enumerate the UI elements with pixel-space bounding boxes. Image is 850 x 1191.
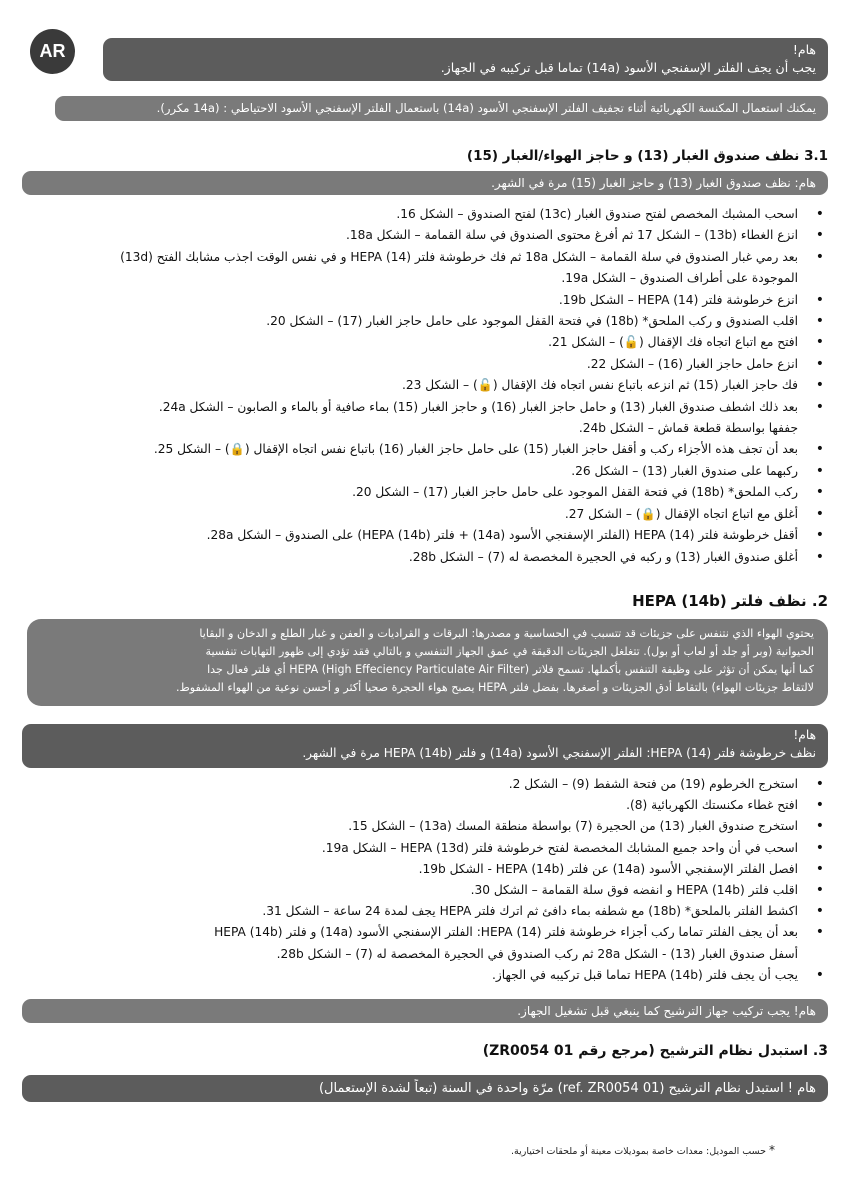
step-item	[22, 859, 828, 880]
step-item	[22, 439, 828, 460]
step-text: اقلب الصندوق و ركب الملحق* (18b) في فتحة القفل الموجود على حامل حاجز الغبار (17) – الشكل 20.	[266, 314, 798, 329]
step-item	[22, 354, 828, 375]
section-31-steps	[22, 204, 828, 568]
step-item	[22, 795, 828, 816]
step-text: انزع خرطوشة فلتر HEPA (14) – الشكل 19b.	[558, 292, 798, 307]
section-31-important-text: هام: نظف صندوق الغبار (13) و حاجز الغبار (15) مرة في الشهر.	[491, 176, 816, 190]
section-3-heading: 3. استبدل نظام الترشيح (مرجع رقم ZR0054 01)	[482, 1043, 828, 1059]
section-3-important	[22, 1075, 828, 1102]
step-text: ركب الملحق* (18b) في فتحة القفل الموجود على حامل حاجز الغبار (17) – الشكل 20.	[352, 485, 798, 500]
step-item	[22, 922, 828, 964]
step-text: فك حاجز الغبار (15) ثم انزعه باتباع نفس اتجاه فك الإقفال (🔓) – الشكل 23.	[401, 378, 798, 393]
important-title: هام!	[792, 42, 816, 57]
step-text: اسحب المشبك المخصص لفتح صندوق الغبار (13c) لفتح الصندوق – الشكل 16.	[396, 207, 798, 221]
step-text: انزع الغطاء (13b) – الشكل 17 ثم أفرغ محتوى الصندوق في سلة القمامة – الشكل 18a.	[345, 228, 798, 243]
section-2-steps	[22, 774, 828, 986]
step-item	[22, 774, 828, 795]
paragraph-line: لالتقاط جزيئات الهواء) بالتقاط أدق الجزيئات و أصغرها. بفضل فلتر HEPA يصبح هواء الحجرة صحيا أكثر و أحسن نوعية من الهواء المشفوط.	[175, 681, 814, 694]
spare-filter-text: يمكنك استعمال المكنسة الكهربائية أثناء تجفيف الفلتر الإسفنجي الأسود (14a) باستعمال الفلتر الإسفنجي الأسود الاحتياطي : (14a مكرر).	[156, 101, 816, 115]
step-text: استخرج الخرطوم (19) من فتحة الشفط (9) – الشكل 2.	[508, 777, 798, 791]
step-item	[22, 375, 828, 396]
spare-filter-note	[55, 96, 828, 121]
step-item	[22, 397, 828, 440]
step-text: اسحب في أن واحد جميع المشابك المخصصة لفتح خرطوشة فلتر HEPA (13d) – الشكل 19a.	[321, 840, 798, 855]
step-text: انزع حامل حاجز الغبار (16) – الشكل 22.	[586, 356, 798, 371]
step-text-continued: جففها بواسطة قطعة قماش – الشكل 24b.	[578, 421, 798, 436]
step-item	[22, 547, 828, 568]
step-item	[22, 290, 828, 311]
step-item	[22, 247, 828, 290]
section-2-important	[22, 724, 828, 768]
step-item	[22, 482, 828, 503]
step-item	[22, 461, 828, 482]
filter-install-note-text: هام! يجب تركيب جهاز الترشيح كما ينبغي قبل تشغيل الجهاز.	[517, 1004, 816, 1018]
step-text: افتح غطاء مكنستك الكهربائية (8).	[626, 798, 798, 813]
step-text: اكشط الفلتر بالملحق* (18b) مع شطفه بماء دافئ ثم اترك فلتر HEPA يجف لمدة 24 ساعة – الشكل 31.	[262, 904, 798, 919]
paragraph-line: كما أنها يمكن أن تؤثر على وظيفة التنفس بأكملها. تسمح فلاتر HEPA (High Effeciency Particulate Air Filter) أي فلتر فعال جدا	[207, 663, 814, 676]
step-item	[22, 901, 828, 922]
section-2-important-text: نظف خرطوشة فلتر HEPA (14): الفلتر الإسفنجي الأسود (14a) و فلتر HEPA (14b) مرة في الشهر.	[302, 746, 816, 760]
section-31-important	[22, 171, 828, 195]
step-text: افصل الفلتر الإسفنجي الأسود (14a) عن فلتر HEPA (14b) - الشكل 19b.	[418, 861, 798, 876]
step-text: بعد رمي غبار الصندوق في سلة القمامة – الشكل 18a ثم فك خرطوشة فلتر HEPA (14) و في نفس الوقت اجذب مشابك الفتح (13d)	[120, 249, 798, 264]
step-text: افتح مع اتباع اتجاه فك الإقفال (🔓) – الشكل 21.	[548, 335, 798, 350]
step-text-continued: الموجودة على أطراف الصندوق – الشكل 19a.	[561, 271, 798, 286]
step-item	[22, 204, 828, 225]
hepa-info-paragraph	[27, 619, 828, 706]
section-2-important-title: هام!	[793, 728, 816, 742]
step-item	[22, 525, 828, 546]
step-text: اقلب فلتر HEPA (14b) و انفضه فوق سلة القمامة – الشكل 30.	[470, 883, 798, 898]
language-badge: AR	[30, 29, 75, 74]
important-text: يجب أن يجف الفلتر الإسفنجي الأسود (14a) تماما قبل تركيبه في الجهاز.	[440, 60, 816, 75]
footnote-text: حسب الموديل: معدات خاصة بموديلات معينة أو ملحقات اختيارية.	[511, 1146, 766, 1157]
step-item	[22, 965, 828, 986]
step-text: ركبهما على صندوق الغبار (13) – الشكل 26.	[571, 463, 798, 478]
model-footnote	[511, 1143, 775, 1157]
step-text: بعد أن تجف هذه الأجزاء ركب و أقفل حاجز الغبار (15) على حامل حاجز الغبار (16) باتباع نفس اتجاه الإقفال (🔒) – الشكل 25.	[153, 442, 798, 457]
step-item	[22, 838, 828, 859]
step-item	[22, 880, 828, 901]
filter-install-note	[22, 999, 828, 1023]
step-text: بعد ذلك اشطف صندوق الغبار (13) و حامل حاجز الغبار (16) و حاجز الغبار (15) بماء صافية أو بالماء و الصابون – الشكل 24a.	[158, 399, 798, 414]
step-text: أغلق صندوق الغبار (13) و ركبه في الحجيرة المخصصة له (7) – الشكل 28b.	[408, 549, 798, 564]
step-text-continued: أسفل صندوق الغبار (13) - الشكل 28a ثم ركب الصندوق في الحجيرة المخصصة له (7) – الشكل 28b.	[276, 946, 798, 961]
step-text: بعد أن يجف الفلتر تماما ركب أجزاء خرطوشة فلتر HEPA (14): الفلتر الإسفنجي الأسود (14a) و فلتر HEPA (14b)	[214, 925, 798, 940]
step-text: أقفل خرطوشة فلتر HEPA (14) (الفلتر الإسفنجي الأسود (14a) + فلتر HEPA (14b)) على الصندوق – الشكل 28a.	[206, 528, 798, 543]
step-text: استخرج صندوق الغبار (13) من الحجيرة (7) بواسطة منطقة المسك (13a) – الشكل 15.	[348, 819, 798, 834]
step-item	[22, 816, 828, 837]
footnote-marker: *	[769, 1143, 775, 1157]
important-dry-notice	[103, 38, 828, 81]
paragraph-line: يحتوي الهواء الذي نتنفس على جزيئات قد تتسبب في الحساسية و مصدرها: البرقات و القراديات و العفن و غبار الطلع و الدخان و البقايا	[199, 627, 814, 640]
step-item	[22, 504, 828, 525]
section-2-heading: 2. نظف فلتر HEPA (14b)	[632, 592, 828, 610]
step-item	[22, 225, 828, 246]
step-text: أغلق مع اتباع اتجاه الإقفال (🔒) – الشكل 27.	[564, 506, 798, 521]
paragraph-line: الحيوانية (وبر أو جلد أو لعاب أو بول). تتغلغل الجزيئات الدقيقة في عمق الجهاز التنفسي و بالتالي فقد تؤدي إلى ظهور التهابات تنفسية	[205, 645, 814, 658]
step-item	[22, 332, 828, 353]
section-31-heading: 3.1 نظف صندوق الغبار (13) و حاجز الهواء/الغبار (15)	[466, 148, 828, 164]
step-text: يجب أن يجف فلتر HEPA (14b) تماما قبل تركيبه في الجهاز.	[492, 967, 798, 982]
section-3-important-text: هام ! استبدل نظام الترشيح (ref. ZR0054 01) مرّة واحدة في السنة (تبعاً لشدة الإستعمال)	[318, 1081, 816, 1096]
step-item	[22, 311, 828, 332]
